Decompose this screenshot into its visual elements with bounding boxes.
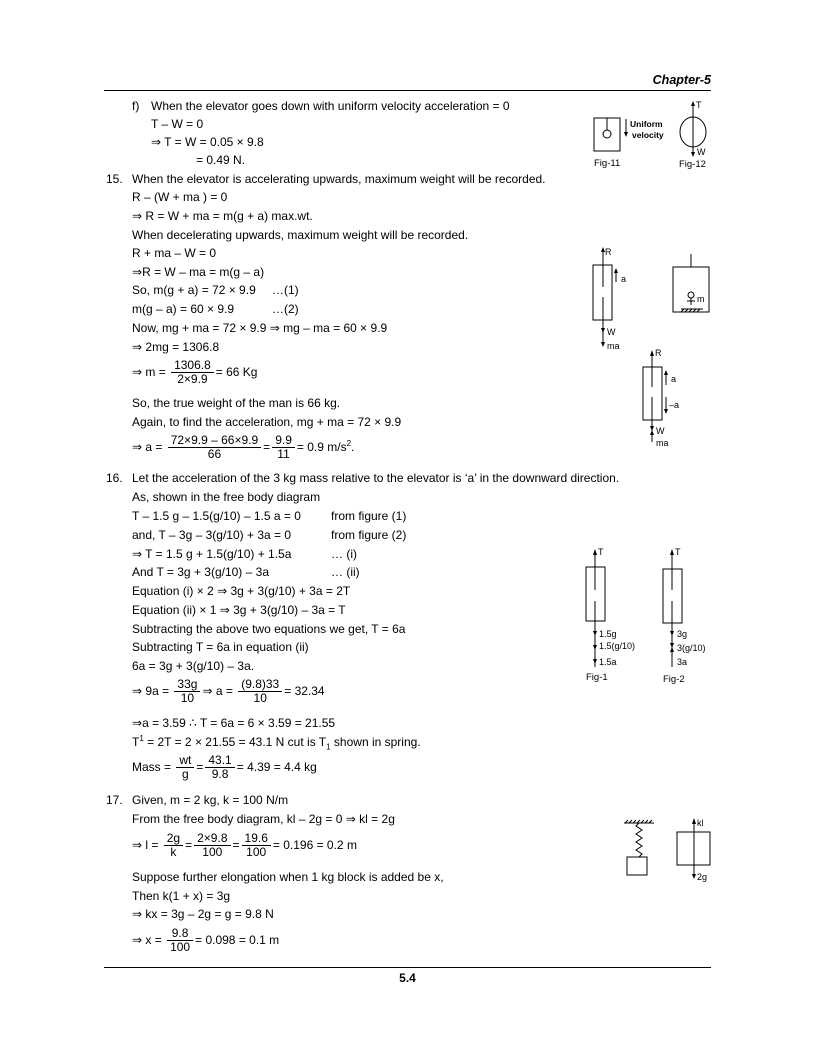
- equation-line: ⇒ kx = 3g – 2g = g = 9.8 N: [132, 907, 274, 921]
- equation-line: T – 1.5 g – 1.5(g/10) – 1.5 a = 0: [132, 509, 301, 523]
- svg-text:1.5a: 1.5a: [599, 657, 617, 667]
- svg-text:a: a: [621, 274, 627, 284]
- equation-line: ⇒ 9a = $\frac{33g}{10}$ ⇒ a = $\frac{(9.8)33}{10}$ = 32.34: [132, 677, 325, 705]
- equation-line: 6a = 3g + 3(g/10) – 3a.: [132, 659, 255, 673]
- svg-text:1.5g: 1.5g: [599, 629, 617, 639]
- svg-text:W: W: [697, 147, 706, 157]
- equation-ref: from figure (1): [331, 509, 407, 523]
- text-line: When the elevator is accelerating upwards, maximum weight will be recorded.: [132, 172, 546, 186]
- figure-15: [585, 242, 720, 452]
- svg-text:2g: 2g: [697, 872, 708, 882]
- equation-ref: …(1): [272, 283, 299, 297]
- equation-line: ⇒ a = $\frac{72\times 9.9 - 66\times 9.9}{66}$ = $\frac{9.9}{11}$ = 0.9 $m/s^2$.: [132, 433, 354, 461]
- header-rule: [104, 90, 711, 91]
- equation-line: Mass = $\frac{wt}{g}$ = $\frac{43.1}{9.8}$ = 4.39 = 4.4 kg: [132, 753, 317, 782]
- svg-text:3(g/10): 3(g/10): [677, 643, 706, 653]
- text-line: When decelerating upwards, maximum weight will be recorded.: [132, 228, 469, 242]
- equation-line: ⇒ T = 1.5 g + 1.5(g/10) + 1.5a: [132, 547, 291, 561]
- svg-text:R: R: [605, 247, 612, 257]
- text-line: Again, to find the acceleration, mg + ma = 72 × 9.9: [132, 415, 402, 429]
- fraction: $\frac{1306.8}{2\times 9.9}$: [171, 359, 214, 386]
- equation-line: Equation (i) × 2 ⇒ 3g + 3(g/10) + 3a = 2T: [132, 584, 350, 598]
- svg-text:a: a: [671, 374, 677, 384]
- equation-line: ⇒ x = $\frac{9.8}{100}$ = 0.098 = 0.1 m: [132, 926, 279, 954]
- chapter-header: Chapter-5: [652, 73, 711, 87]
- svg-text:W: W: [607, 327, 616, 337]
- text-line: Suppose further elongation when 1 kg block is added be x,: [132, 870, 444, 884]
- fraction: $\frac{9.9}{11}$: [272, 434, 295, 461]
- figure-16: [578, 545, 718, 685]
- equation-line: ⇒ R = W – ma = m(g – a): [132, 265, 264, 279]
- svg-text:3g: 3g: [677, 629, 688, 639]
- question-number: 17.: [106, 793, 123, 807]
- equation-line: Then k(1 + x) = 3g: [132, 889, 231, 903]
- svg-text:T: T: [675, 547, 681, 557]
- fraction: $\frac{2\times 9.8}{100}$: [194, 832, 230, 859]
- equation-line: m(g – a) = 60 × 9.9: [132, 302, 235, 316]
- equation-line: = 0.49 N.: [196, 153, 246, 167]
- svg-text:Fig-1: Fig-1: [586, 672, 608, 683]
- equation-line: and, T – 3g – 3(g/10) + 3a = 0: [132, 528, 292, 542]
- text-line: Subtracting T = 6a in equation (ii): [132, 640, 309, 654]
- svg-text:Fig-11: Fig-11: [594, 158, 621, 169]
- equation-line: ⇒ R = W + ma = m(g + a) max.wt.: [132, 209, 313, 223]
- svg-text:Fig-2: Fig-2: [663, 674, 685, 685]
- svg-text:T: T: [598, 547, 604, 557]
- svg-text:m: m: [697, 294, 705, 304]
- svg-text:velocity: velocity: [632, 130, 664, 140]
- figure-11-12: [585, 96, 715, 172]
- equation-line: ⇒ 2mg = 1306.8: [132, 340, 219, 354]
- svg-text:W: W: [656, 426, 665, 436]
- equation-line: T – W = 0: [151, 117, 204, 131]
- equation-line: R – (W + ma ) = 0: [132, 190, 228, 204]
- svg-text:Fig-12: Fig-12: [679, 159, 706, 170]
- fraction: $\frac{wt}{g}$: [176, 754, 194, 781]
- svg-text:1.5(g/10): 1.5(g/10): [599, 641, 636, 651]
- equation-line: ⇒ T = W = 0.05 × 9.8: [151, 135, 264, 149]
- text-line: Given, m = 2 kg, k = 100 N/m: [132, 793, 289, 807]
- equation-line: So, m(g + a) = 72 × 9.9: [132, 283, 256, 297]
- svg-text:kl: kl: [697, 818, 704, 828]
- equation-line: ⇒ a = 3.59 ∴ T = 6a = 6 × 3.59 = 21.55: [132, 716, 335, 730]
- text-line: As, shown in the free body diagram: [132, 490, 321, 504]
- equation-line: R + ma – W = 0: [132, 246, 217, 260]
- fraction: $\frac{(9.8)33}{10}$: [238, 678, 282, 705]
- footer-rule: [104, 967, 711, 968]
- fraction: $\frac{9.8}{100}$: [167, 927, 193, 954]
- equation-ref: from figure (2): [331, 528, 407, 542]
- equation-line: ⇒ l = $\frac{2g}{k}$ = $\frac{2\times 9.8}{100}$ = $\frac{19.6}{100}$ = 0.196 = 0.2 m: [132, 831, 357, 859]
- equation-line: Equation (ii) × 1 ⇒ 3g + 3(g/10) – 3a = T: [132, 603, 346, 617]
- question-number: 15.: [106, 172, 123, 186]
- equation-line: From the free body diagram, kl – 2g = 0 ⇒ kl = 2g: [132, 812, 395, 826]
- equation-ref: … (i): [331, 547, 357, 561]
- svg-text:Uniform: Uniform: [630, 119, 663, 129]
- equation-ref: …(2): [272, 302, 299, 316]
- fraction: $\frac{33g}{10}$: [174, 678, 200, 705]
- svg-text:R: R: [655, 348, 662, 358]
- svg-text:–a: –a: [669, 400, 680, 410]
- text-line: Let the acceleration of the 3 kg mass relative to the elevator is ‘a’ in the downward direction.: [132, 471, 620, 485]
- text-line: So, the true weight of the man is 66 kg.: [132, 396, 341, 410]
- page-number: 5.4: [399, 971, 416, 985]
- figure-17: [615, 812, 720, 884]
- part-f-label: f): [132, 99, 140, 113]
- fraction: $\frac{2g}{k}$: [164, 832, 183, 859]
- equation-ref: … (ii): [331, 565, 360, 579]
- equation-line: ⇒ m = $\frac{1306.8}{2\times 9.9}$ = 66 Kg: [132, 358, 257, 386]
- svg-text:ma: ma: [656, 438, 669, 448]
- text-line: When the elevator goes down with uniform velocity acceleration = 0: [151, 99, 510, 113]
- equation-line: $T^1 = 2T = 2 \times 21.55 = 43.1$ N cut is $T_1$ shown in spring.: [132, 734, 421, 752]
- fraction: $\frac{43.1}{9.8}$: [205, 754, 234, 781]
- question-number: 16.: [106, 471, 123, 485]
- equation-line: Now, mg + ma = 72 × 9.9 ⇒ mg – ma = 60 × 9.9: [132, 321, 387, 335]
- svg-text:T: T: [696, 100, 702, 110]
- fraction: $\frac{19.6}{100}$: [242, 832, 271, 859]
- svg-text:ma: ma: [607, 341, 620, 351]
- equation-line: And T = 3g + 3(g/10) – 3a: [132, 565, 269, 579]
- svg-text:3a: 3a: [677, 657, 688, 667]
- text-line: Subtracting the above two equations we get, T = 6a: [132, 622, 406, 636]
- fraction: $\frac{72\times 9.9 - 66\times 9.9}{66}$: [168, 434, 261, 461]
